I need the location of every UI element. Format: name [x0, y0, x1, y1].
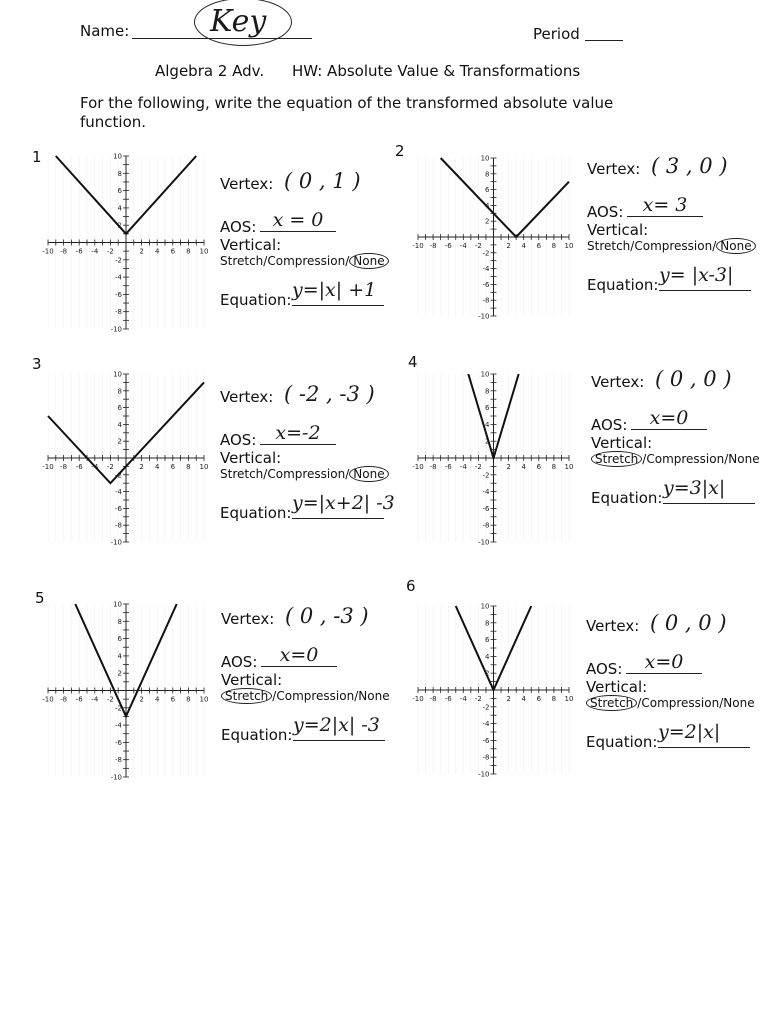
- vertex-answer: ( 0 , -3 ): [285, 604, 369, 628]
- vertex-answer: ( -2 , -3 ): [284, 382, 375, 406]
- x-tick-label: -10: [42, 247, 54, 256]
- option-separator: /: [345, 467, 350, 481]
- vertex-label: Vertex:: [587, 160, 641, 178]
- y-tick-label: -10: [110, 538, 122, 547]
- equation-label: Equation:: [587, 276, 659, 294]
- problem-number: 1: [32, 148, 42, 166]
- x-tick-label: 4: [521, 695, 526, 703]
- x-tick-label: 6: [536, 695, 542, 703]
- y-tick-label: 6: [117, 635, 122, 644]
- aos-answer: x = 0: [272, 209, 324, 231]
- equation-field[interactable]: [292, 279, 384, 306]
- vertex-label: Vertex:: [591, 373, 645, 391]
- vertical-label: Vertical:: [591, 434, 653, 452]
- x-tick-label: 4: [154, 695, 160, 704]
- problem-number: 3: [32, 355, 42, 373]
- x-tick-label: -10: [42, 695, 54, 704]
- x-tick-label: -2: [474, 242, 482, 250]
- option-compression[interactable]: Compression: [646, 452, 725, 466]
- y-tick-label: -2: [482, 471, 490, 480]
- graph-wrapper: [40, 598, 210, 783]
- option-separator: /: [724, 452, 729, 466]
- vertex-x: 0: [664, 611, 679, 635]
- vertical-options: [221, 689, 390, 703]
- y-tick-label: 4: [485, 652, 490, 661]
- vertical-options: [591, 452, 760, 466]
- x-tick-label: 4: [521, 463, 526, 471]
- vertex-x: 0: [298, 169, 313, 193]
- hw-title: HW: Absolute Value & Transformations: [292, 62, 581, 80]
- option-separator: /: [630, 239, 635, 253]
- aos-field[interactable]: [627, 194, 703, 217]
- equation-field[interactable]: [293, 714, 385, 741]
- equation-label: Equation:: [586, 733, 658, 751]
- y-tick-label: 10: [113, 600, 122, 609]
- x-tick-label: -4: [459, 242, 467, 250]
- vertical-label: Vertical:: [221, 671, 283, 689]
- option-none[interactable]: None: [349, 466, 388, 482]
- option-stretch[interactable]: Stretch: [220, 467, 264, 481]
- y-tick-label: -4: [482, 265, 490, 274]
- y-tick-label: -6: [115, 290, 122, 299]
- y-tick-label: 4: [117, 420, 122, 429]
- period-field[interactable]: [585, 26, 623, 41]
- x-tick-label: 2: [139, 463, 144, 471]
- x-tick-label: 2: [139, 695, 144, 704]
- x-tick-label: 10: [564, 242, 574, 250]
- vertex-answer: ( 0 , 0 ): [655, 367, 732, 391]
- y-tick-label: -6: [482, 280, 490, 289]
- x-tick-label: -6: [444, 695, 452, 703]
- vertex-y: 1: [332, 169, 346, 193]
- y-tick-label: 10: [480, 370, 490, 379]
- option-separator: /: [354, 689, 359, 703]
- option-stretch[interactable]: Stretch: [220, 254, 264, 268]
- vertical-label: Vertical:: [220, 236, 282, 254]
- x-tick-label: -6: [75, 463, 83, 471]
- x-tick-label: -10: [412, 242, 424, 250]
- x-tick-label: -2: [106, 247, 114, 256]
- y-tick-label: 8: [485, 387, 490, 396]
- x-tick-label: 2: [506, 242, 511, 250]
- vertex-label: Vertex:: [586, 617, 640, 635]
- vertex-label: Vertex:: [221, 610, 275, 628]
- x-tick-label: 2: [506, 695, 511, 703]
- vertex-x: 0: [299, 604, 314, 628]
- option-compression[interactable]: Compression: [634, 239, 713, 253]
- option-separator: /: [263, 254, 268, 268]
- y-tick-label: -8: [115, 521, 122, 530]
- x-tick-label: -4: [91, 695, 99, 704]
- x-tick-label: 10: [199, 463, 209, 471]
- y-tick-label: -6: [482, 736, 490, 745]
- x-tick-label: -6: [444, 242, 452, 250]
- coordinate-graph: [40, 598, 210, 783]
- name-field[interactable]: [132, 4, 312, 39]
- aos-field[interactable]: [260, 422, 336, 445]
- x-tick-label: -2: [106, 463, 114, 471]
- equation-answer: y=|x| +1: [292, 279, 377, 301]
- option-compression[interactable]: Compression: [267, 467, 346, 481]
- equation-field[interactable]: [292, 492, 395, 519]
- x-tick-label: -10: [42, 463, 54, 471]
- option-separator: /: [712, 239, 717, 253]
- equation-answer: y=2|x| -3: [293, 714, 380, 736]
- x-tick-label: 10: [564, 463, 574, 471]
- course-title: Algebra 2 Adv.: [155, 62, 265, 80]
- coordinate-graph: [40, 150, 210, 335]
- y-tick-label: 8: [117, 169, 122, 178]
- y-tick-label: 8: [117, 617, 122, 626]
- y-tick-label: -6: [115, 738, 122, 747]
- equation-field[interactable]: [658, 721, 750, 748]
- y-tick-label: 6: [485, 186, 490, 195]
- y-tick-label: 8: [485, 170, 490, 179]
- y-tick-label: 2: [117, 221, 122, 230]
- y-tick-label: 10: [480, 154, 490, 163]
- option-compression[interactable]: Compression: [276, 689, 355, 703]
- y-tick-label: 6: [485, 404, 490, 413]
- x-tick-label: -4: [459, 695, 467, 703]
- aos-answer: x=0: [279, 644, 319, 666]
- vertical-label: Vertical:: [586, 678, 648, 696]
- y-tick-label: -10: [110, 773, 122, 782]
- x-tick-label: -8: [429, 463, 437, 471]
- x-tick-label: -4: [91, 247, 99, 256]
- y-tick-label: -4: [115, 273, 122, 282]
- x-tick-label: -6: [75, 247, 83, 256]
- x-tick-label: 6: [536, 242, 542, 250]
- option-none[interactable]: None: [716, 238, 755, 254]
- vertex-x: -2: [298, 382, 320, 406]
- y-tick-label: -4: [115, 488, 122, 497]
- x-tick-label: 2: [506, 463, 511, 471]
- vertex-x: 3: [665, 154, 680, 178]
- y-tick-label: 2: [485, 217, 490, 226]
- option-separator: /: [642, 452, 647, 466]
- y-tick-label: -10: [478, 770, 490, 779]
- option-compression[interactable]: Compression: [267, 254, 346, 268]
- graph-wrapper: [40, 368, 210, 548]
- instructions: For the following, write the equation of the transformed absolute value function.: [80, 94, 614, 131]
- option-stretch[interactable]: Stretch: [587, 239, 631, 253]
- x-tick-label: -4: [459, 463, 467, 471]
- y-tick-label: 4: [485, 201, 490, 210]
- x-tick-label: -8: [429, 242, 437, 250]
- equation-answer: y= |x-3|: [659, 264, 734, 286]
- aos-label: AOS:: [220, 218, 257, 236]
- abs-value-graph: [441, 158, 569, 237]
- equation-label: Equation:: [220, 504, 292, 522]
- vertex-answer: ( 0 , 1 ): [284, 169, 361, 193]
- y-tick-label: 8: [485, 619, 490, 628]
- aos-label: AOS:: [220, 431, 257, 449]
- y-tick-label: -2: [115, 471, 122, 480]
- vertex-label: Vertex:: [220, 388, 274, 406]
- y-tick-label: 4: [117, 652, 122, 661]
- equation-label: Equation:: [221, 726, 293, 744]
- coordinate-graph: [410, 368, 575, 548]
- equation-label: Equation:: [220, 291, 292, 309]
- x-tick-label: -2: [474, 463, 482, 471]
- period-label: Period: [533, 25, 580, 43]
- y-tick-label: 2: [485, 669, 490, 678]
- option-none[interactable]: None: [349, 253, 388, 269]
- y-tick-label: -10: [478, 312, 490, 321]
- y-tick-label: 2: [485, 437, 490, 446]
- x-tick-label: -6: [75, 695, 83, 704]
- x-tick-label: -4: [91, 463, 99, 471]
- x-tick-label: -8: [60, 695, 68, 704]
- x-tick-label: -2: [106, 695, 114, 704]
- y-tick-label: -10: [110, 325, 122, 334]
- y-tick-label: -4: [482, 488, 490, 497]
- coordinate-graph: [40, 368, 210, 548]
- option-separator: /: [637, 696, 642, 710]
- vertex-y: 0: [703, 367, 717, 391]
- option-stretch[interactable]: Stretch: [586, 695, 637, 711]
- y-tick-label: -2: [482, 249, 490, 258]
- aos-label: AOS:: [586, 660, 623, 678]
- equation-label: Equation:: [591, 489, 663, 507]
- equation-answer: y=2|x|: [658, 721, 721, 743]
- x-tick-label: -10: [412, 695, 424, 703]
- vertical-options: [587, 239, 756, 253]
- y-tick-label: 6: [117, 187, 122, 196]
- aos-answer: x=-2: [275, 422, 321, 444]
- y-tick-label: 10: [113, 370, 122, 379]
- x-tick-label: 6: [170, 695, 176, 704]
- option-separator: /: [719, 696, 724, 710]
- graph-wrapper: [410, 152, 575, 322]
- equation-answer: y=|x+2| -3: [292, 492, 395, 514]
- problem-number: 5: [35, 589, 45, 607]
- option-separator: /: [345, 254, 350, 268]
- x-tick-label: 10: [199, 695, 209, 704]
- graph-wrapper: [410, 368, 575, 548]
- y-tick-label: 4: [485, 420, 490, 429]
- y-tick-label: -8: [482, 521, 490, 530]
- graph-wrapper: [410, 600, 575, 780]
- y-tick-label: 10: [480, 602, 490, 611]
- y-tick-label: 2: [117, 669, 122, 678]
- y-tick-label: -8: [482, 753, 490, 762]
- x-tick-label: 8: [551, 242, 557, 250]
- x-tick-label: 6: [536, 463, 542, 471]
- aos-field[interactable]: [261, 644, 337, 667]
- x-tick-label: 4: [154, 247, 160, 256]
- vertical-options: [220, 254, 389, 268]
- option-compression[interactable]: Compression: [641, 696, 720, 710]
- x-tick-label: -10: [412, 463, 424, 471]
- aos-label: AOS:: [591, 416, 628, 434]
- equation-field[interactable]: [659, 264, 751, 291]
- equation-answer: y=3|x|: [663, 477, 726, 499]
- option-none[interactable]: None: [723, 696, 755, 710]
- x-tick-label: 8: [551, 463, 557, 471]
- vertical-label: Vertical:: [220, 449, 282, 467]
- option-stretch[interactable]: Stretch: [221, 688, 272, 704]
- x-tick-label: 10: [564, 695, 574, 703]
- vertex-x: 0: [669, 367, 684, 391]
- name-label: Name:: [80, 22, 130, 40]
- aos-label: AOS:: [221, 653, 258, 671]
- x-tick-label: 6: [170, 463, 176, 471]
- y-tick-label: -4: [482, 720, 490, 729]
- x-tick-label: -8: [429, 695, 437, 703]
- vertex-y: -3: [333, 604, 354, 628]
- x-tick-label: 10: [199, 247, 209, 256]
- option-none[interactable]: None: [728, 452, 760, 466]
- vertical-options: [586, 696, 755, 710]
- option-stretch[interactable]: Stretch: [591, 451, 642, 467]
- y-tick-label: -2: [115, 704, 122, 713]
- option-none[interactable]: None: [358, 689, 390, 703]
- x-tick-label: -8: [60, 247, 68, 256]
- option-separator: /: [263, 467, 268, 481]
- vertical-label: Vertical:: [587, 221, 649, 239]
- x-tick-label: 6: [170, 247, 176, 256]
- problem-number: 2: [395, 142, 405, 160]
- y-tick-label: -2: [115, 256, 122, 265]
- problem-number: 4: [408, 353, 418, 371]
- vertical-options: [220, 467, 389, 481]
- option-separator: /: [272, 689, 277, 703]
- aos-field[interactable]: [631, 407, 707, 430]
- vertex-y: -3: [339, 382, 360, 406]
- x-tick-label: 8: [186, 247, 191, 256]
- x-tick-label: 8: [186, 695, 191, 704]
- x-tick-label: -8: [60, 463, 68, 471]
- graph-wrapper: [40, 150, 210, 335]
- y-tick-label: -8: [115, 756, 122, 765]
- x-tick-label: 8: [551, 695, 557, 703]
- y-tick-label: 6: [485, 636, 490, 645]
- y-tick-label: 4: [117, 204, 122, 213]
- coordinate-graph: [410, 152, 575, 322]
- y-tick-label: -6: [482, 504, 490, 513]
- equation-field[interactable]: [663, 477, 755, 504]
- y-tick-label: -8: [115, 308, 122, 317]
- name-value: Key: [210, 4, 267, 39]
- aos-answer: x=0: [644, 651, 684, 673]
- y-tick-label: 10: [113, 152, 122, 161]
- aos-field[interactable]: [626, 651, 702, 674]
- problem-number: 6: [406, 577, 416, 595]
- y-tick-label: -2: [482, 703, 490, 712]
- y-tick-label: -10: [478, 538, 490, 547]
- x-tick-label: 4: [154, 463, 160, 471]
- x-tick-label: -2: [474, 695, 482, 703]
- y-tick-label: -6: [115, 504, 122, 513]
- x-tick-label: 4: [521, 242, 526, 250]
- vertex-y: 0: [699, 154, 713, 178]
- vertex-answer: ( 3 , 0 ): [651, 154, 728, 178]
- aos-answer: x= 3: [642, 194, 688, 216]
- vertex-y: 0: [698, 611, 712, 635]
- x-tick-label: 2: [139, 247, 144, 256]
- aos-answer: x=0: [649, 407, 689, 429]
- y-tick-label: -4: [115, 721, 122, 730]
- name-circle: [194, 0, 292, 46]
- aos-field[interactable]: [260, 209, 336, 232]
- vertex-answer: ( 0 , 0 ): [650, 611, 727, 635]
- x-tick-label: 8: [186, 463, 191, 471]
- y-tick-label: 6: [117, 404, 122, 413]
- coordinate-graph: [410, 600, 575, 780]
- y-tick-label: 8: [117, 387, 122, 396]
- x-tick-label: -6: [444, 463, 452, 471]
- vertex-label: Vertex:: [220, 175, 274, 193]
- y-tick-label: -8: [482, 296, 490, 305]
- y-tick-label: 2: [117, 437, 122, 446]
- aos-label: AOS:: [587, 203, 624, 221]
